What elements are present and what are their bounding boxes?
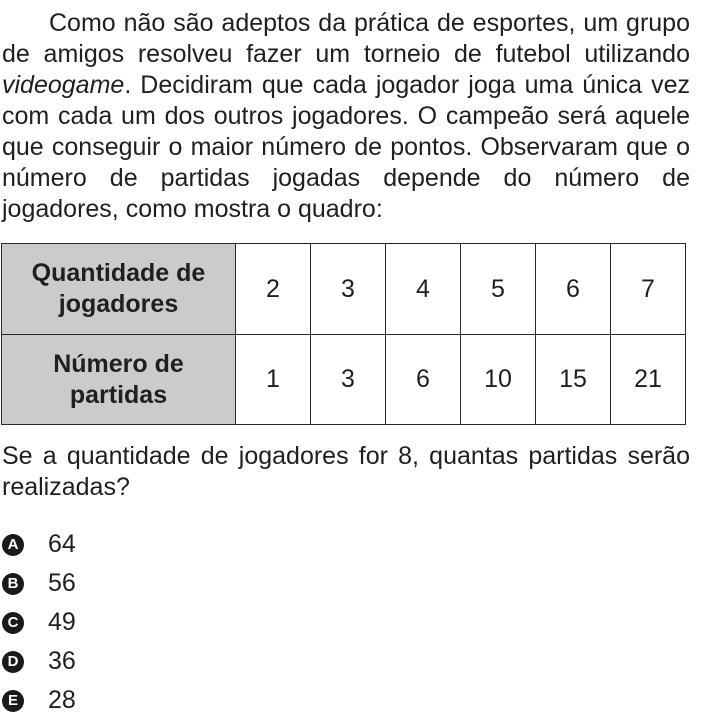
table-cell: 21: [611, 335, 686, 425]
option-text: 64: [48, 530, 76, 558]
table-cell: 6: [386, 335, 461, 425]
option-letter-badge: D: [2, 651, 24, 673]
option-text: 56: [48, 569, 76, 597]
table-row-players: [2, 244, 686, 335]
intro-text-part2: . Decidiram que cada jogador joga uma única vez com cada um dos outros jogadores. O campeão será aquele que conseguir o maior número de pontos. Observaram que o número de partidas jogadas depende do número de jogadores, como mostra o quadro:: [2, 71, 690, 223]
table-cell: 10: [461, 335, 536, 425]
option-text: 36: [48, 647, 76, 675]
option-letter-badge: B: [2, 573, 24, 595]
data-table: [1, 243, 686, 425]
intro-paragraph: [2, 8, 690, 225]
table-cell: 3: [311, 335, 386, 425]
table-cell: 1: [236, 335, 311, 425]
row-header-players: [2, 244, 236, 335]
table-cell: 4: [386, 244, 461, 335]
question-text: Se a quantidade de jogadores for 8, quantas partidas serão realizadas?: [2, 442, 690, 501]
table-row-matches: [2, 335, 686, 425]
intro-italic-word: videogame: [2, 71, 125, 99]
intro-text-part1: Como não são adeptos da prática de esportes, um grupo de amigos resolveu fazer um torneio de futebol utilizando: [2, 9, 690, 68]
option-a[interactable]: [2, 525, 76, 564]
row-header-matches: [2, 335, 236, 425]
answer-options: [2, 525, 76, 720]
row-header-line: Quantidade de: [31, 259, 206, 287]
option-text: 49: [48, 608, 76, 636]
table-cell: 6: [536, 244, 611, 335]
table-cell: 2: [236, 244, 311, 335]
row-header-line: Número de: [53, 349, 184, 378]
option-b[interactable]: [2, 564, 76, 603]
option-c[interactable]: [2, 603, 76, 642]
table-cell: 5: [461, 244, 536, 335]
option-letter-badge: A: [2, 534, 24, 556]
table-cell: 15: [536, 335, 611, 425]
option-text: 28: [48, 686, 76, 714]
option-d[interactable]: [2, 642, 76, 681]
table-cell: 7: [611, 244, 686, 335]
option-e[interactable]: [2, 681, 76, 720]
row-header-line: partidas: [69, 380, 168, 409]
option-letter-badge: E: [2, 690, 24, 712]
option-letter-badge: C: [2, 612, 24, 634]
table-cell: 3: [311, 244, 386, 335]
row-header-line: jogadores: [58, 290, 179, 318]
